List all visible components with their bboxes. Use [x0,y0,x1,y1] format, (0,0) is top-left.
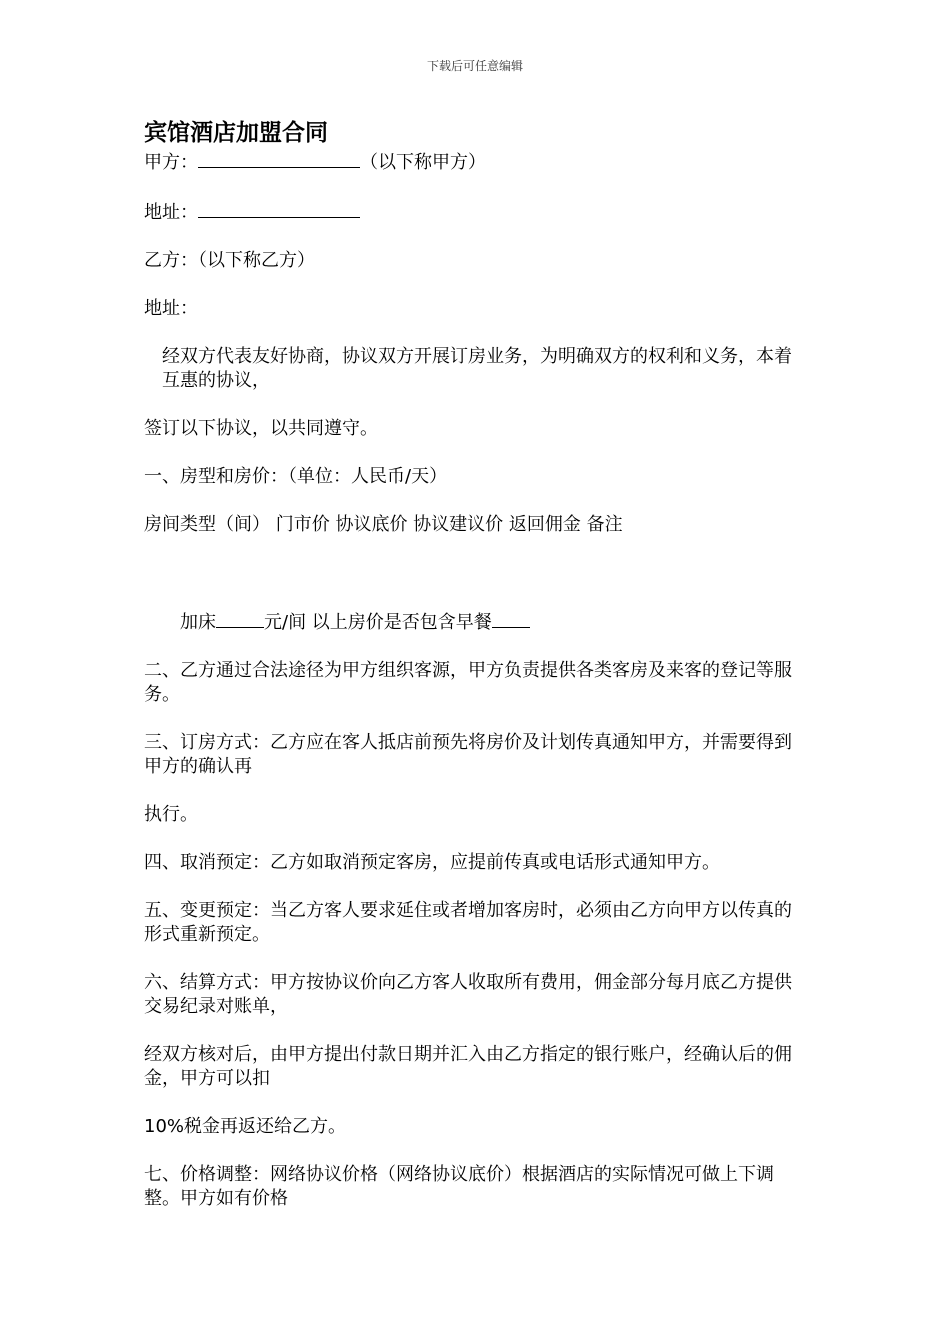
party-a-address-label: 地址： [144,202,198,223]
sign-paragraph: 签订以下协议，以共同遵守。 [144,418,378,439]
party-a-address-line [144,199,804,225]
document-title: 宾馆酒店加盟合同 [144,120,328,146]
contract-document [144,118,804,1211]
price-table-header: 房间类型（间） 门市价 协议底价 协议建议价 返回佣金 备注 [144,514,623,535]
section-1-heading: 一、房型和房价：（单位：人民币/天） [144,466,448,487]
party-a-name-blank [198,149,360,168]
section-7-paragraph: 七、价格调整：网络协议价格（网络协议底价）根据酒店的实际情况可做上下调整。甲方如有价格 [144,1164,774,1209]
section-3-continued: 执行。 [144,804,198,825]
extra-bed-prefix: 加床 [180,612,216,633]
breakfast-blank [492,609,530,628]
party-a-label: 甲方： [144,152,198,173]
party-a-address-blank [198,199,360,218]
extra-bed-line [144,609,804,635]
section-6-tax-line: 10%税金再返还给乙方。 [144,1116,347,1137]
extra-bed-price-blank [216,609,264,628]
section-4-paragraph: 四、取消预定：乙方如取消预定客房，应提前传真或电话形式通知甲方。 [144,852,720,873]
party-a-suffix: （以下称甲方） [360,152,486,173]
section-3-paragraph: 三、订房方式：乙方应在客人抵店前预先将房价及计划传真通知甲方，并需要得到甲方的确认再 [144,732,792,777]
party-a-line [144,149,804,175]
party-b-address-line: 地址： [144,298,198,319]
section-5-paragraph: 五、变更预定：当乙方客人要求延住或者增加客房时，必须由乙方向甲方以传真的形式重新预定。 [144,900,792,945]
header-note: 下载后可任意编辑 [426,59,523,73]
extra-bed-mid: 元/间 以上房价是否包含早餐 [264,612,492,633]
section-6-paragraph: 六、结算方式：甲方按协议价向乙方客人收取所有费用，佣金部分每月底乙方提供交易纪录对账单， [144,972,792,1017]
party-b-line: 乙方：（以下称乙方） [144,250,315,271]
section-6-continued: 经双方核对后，由甲方提出付款日期并汇入由乙方指定的银行账户，经确认后的佣金，甲方可以扣 [144,1044,792,1089]
section-2-paragraph: 二、乙方通过合法途径为甲方组织客源，甲方负责提供各类客房及来客的登记等服务。 [144,660,792,705]
intro-paragraph: 经双方代表友好协商，协议双方开展订房业务，为明确双方的权利和义务，本着互惠的协议， [162,346,792,391]
